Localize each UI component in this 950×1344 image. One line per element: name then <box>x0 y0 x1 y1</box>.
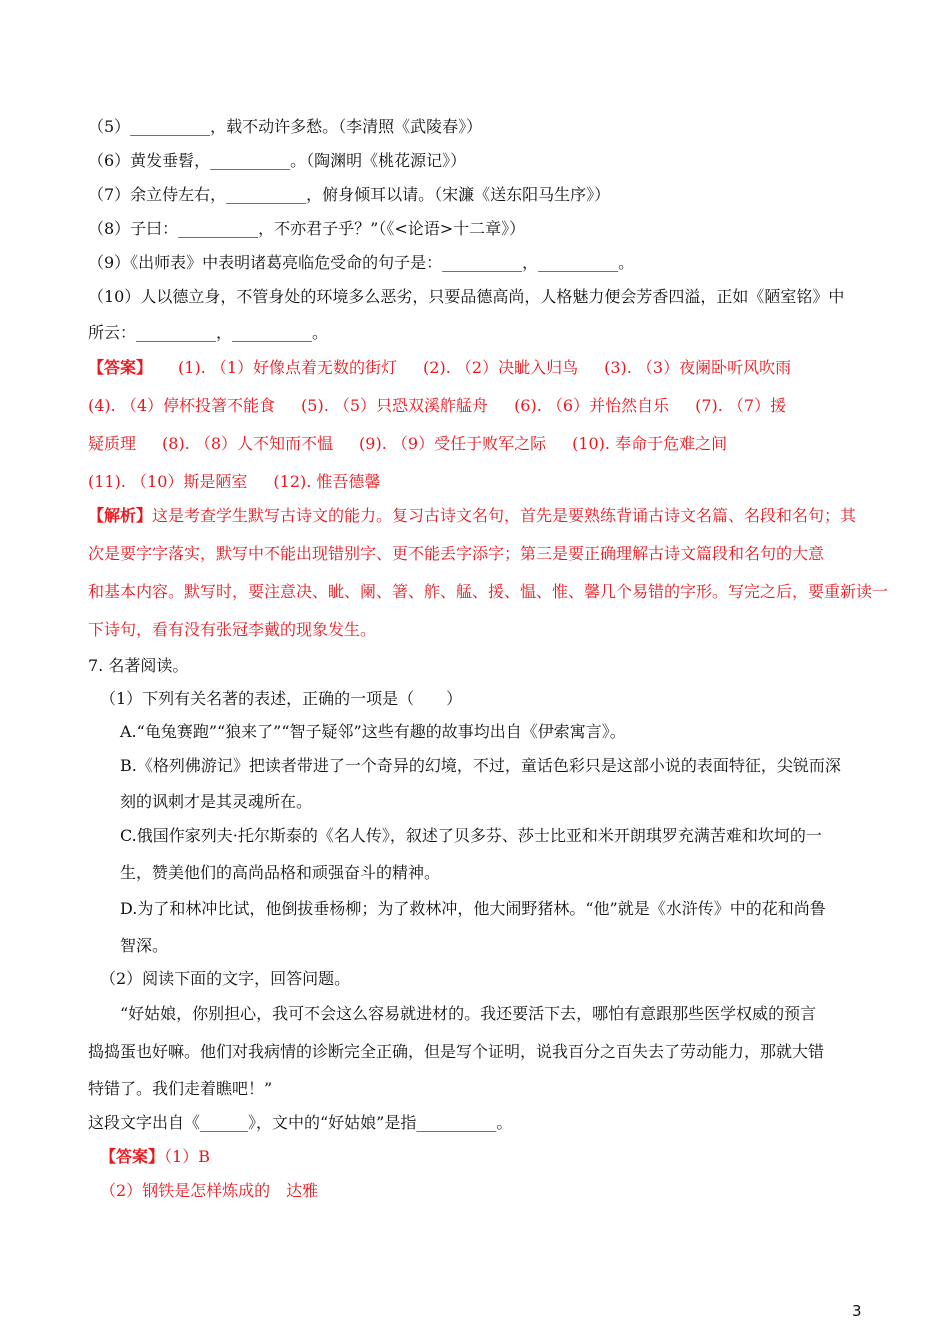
question-7-fill: （7）余立侍左右，__________，俯身倾耳以请。（宋濂《送东阳马生序》） <box>88 185 611 204</box>
answer-row-4 <box>88 471 380 493</box>
answer-row-2 <box>88 395 786 417</box>
answer-tag: 【答案】 <box>88 358 153 377</box>
q7-option-b-cont: 刻的讽刺才是其灵魂所在。 <box>120 792 313 811</box>
answer-item: (2). （2）决眦入归鸟 <box>423 358 579 377</box>
answer-row-1 <box>88 357 791 379</box>
answer-item: 疑质理 <box>88 434 137 453</box>
q7-option-d: D.为了和林冲比试，他倒拔垂杨柳；为了救林冲，他大闹野猪林。“他”就是《水浒传》中的花和尚鲁 <box>120 899 826 918</box>
analysis-line-3: 和基本内容。默写时，要注意决、眦、阑、箸、舴、艋、援、愠、惟、馨几个易错的字形。写完之后，要重新读一 <box>88 582 889 601</box>
analysis-line-4: 下诗句，看有没有张冠李戴的现象发生。 <box>88 620 377 639</box>
answer-item: (10). 奉命于危难之间 <box>572 434 728 453</box>
question-10-cont: 所云：__________，__________。 <box>88 323 329 342</box>
answer-item: (6). （6）并怡然自乐 <box>514 396 670 415</box>
question-6: （6）黄发垂髫，__________。（陶渊明《桃花源记》） <box>88 151 467 170</box>
q7-question: 这段文字出自《______》，文中的“好姑娘”是指__________。 <box>88 1113 513 1132</box>
answer-item: (3). （3）夜阑卧听风吹雨 <box>604 358 792 377</box>
answer-item: (7). （7）援 <box>695 396 787 415</box>
q7-option-c-cont: 生，赞美他们的高尚品格和顽强奋斗的精神。 <box>120 863 441 882</box>
answer-item: (8). （8）人不知而不愠 <box>162 434 334 453</box>
page-number: 3 <box>852 1302 862 1320</box>
question-8: （8）子曰：__________，不亦君子乎？”（《<论语>十二章》） <box>88 219 526 238</box>
q7-answer-1 <box>100 1146 210 1168</box>
question-9: （9）《出师表》中表明诸葛亮临危受命的句子是：__________，__________。 <box>88 253 635 272</box>
q7-passage-2: 捣捣蛋也好嘛。他们对我病情的诊断完全正确，但是写个证明，说我百分之百失去了劳动能力，那就大错 <box>88 1042 825 1061</box>
q7-sub2: （2）阅读下面的文字，回答问题。 <box>100 969 351 988</box>
answer-item: (9). （9）受任于败军之际 <box>359 434 547 453</box>
q7-passage-1: “好姑娘，你别担心，我可不会这么容易就进材的。我还要活下去，哪怕有意跟那些医学权威的预言 <box>120 1004 817 1023</box>
q7-option-c: C.俄国作家列夫·托尔斯泰的《名人传》，叙述了贝多芬、莎士比亚和米开朗琪罗充满苦难和坎坷的一 <box>120 826 822 845</box>
question-5: （5）__________，载不动许多愁。（李清照《武陵春》） <box>88 117 483 136</box>
question-10: （10）人以德立身，不管身处的环境多么恶劣，只要品德高尚，人格魅力便会芳香四溢，正如《陋室铭》中 <box>88 287 845 306</box>
q7-option-b: B.《格列佛游记》把读者带进了一个奇异的幻境，不过，童话色彩只是这部小说的表面特征，尖锐而深 <box>120 756 841 775</box>
answer-row-3 <box>88 433 727 455</box>
q7-option-d-cont: 智深。 <box>120 936 169 955</box>
answer-item: (12). 惟吾德馨 <box>273 472 381 491</box>
q7-answer-tag: 【答案】 <box>100 1147 165 1166</box>
analysis-line-2: 次是要字字落实，默写中不能出现错别字、更不能丢字添字；第三是要正确理解古诗文篇段和名句的大意 <box>88 544 825 563</box>
q7-answer-2: （2）钢铁是怎样炼成的 达雅 <box>100 1181 319 1200</box>
q7-sub1: （1）下列有关名著的表述，正确的一项是（ ） <box>100 689 463 708</box>
answer-item: (1). （1）好像点着无数的街灯 <box>178 358 398 377</box>
analysis-line-1 <box>88 505 856 527</box>
answer-item: (5). （5）只恐双溪舴艋舟 <box>301 396 489 415</box>
q7-answer-1-text: （1）B <box>164 1147 210 1166</box>
answer-item: (11). （10）斯是陋室 <box>88 472 248 491</box>
answer-item: (4). （4）停杯投箸不能食 <box>88 396 276 415</box>
q7-option-a: A.“龟兔赛跑”“狼来了”“智子疑邻”这些有趣的故事均出自《伊索寓言》。 <box>120 722 626 741</box>
analysis-tag: 【解析】 <box>88 506 153 525</box>
analysis-text: 这是考查学生默写古诗文的能力。复习古诗文名句，首先是要熟练背诵古诗文名篇、名段和名句；其 <box>152 506 857 525</box>
q7-title: 7. 名著阅读。 <box>88 656 189 675</box>
q7-passage-3: 特错了。我们走着瞧吧！” <box>88 1079 273 1098</box>
